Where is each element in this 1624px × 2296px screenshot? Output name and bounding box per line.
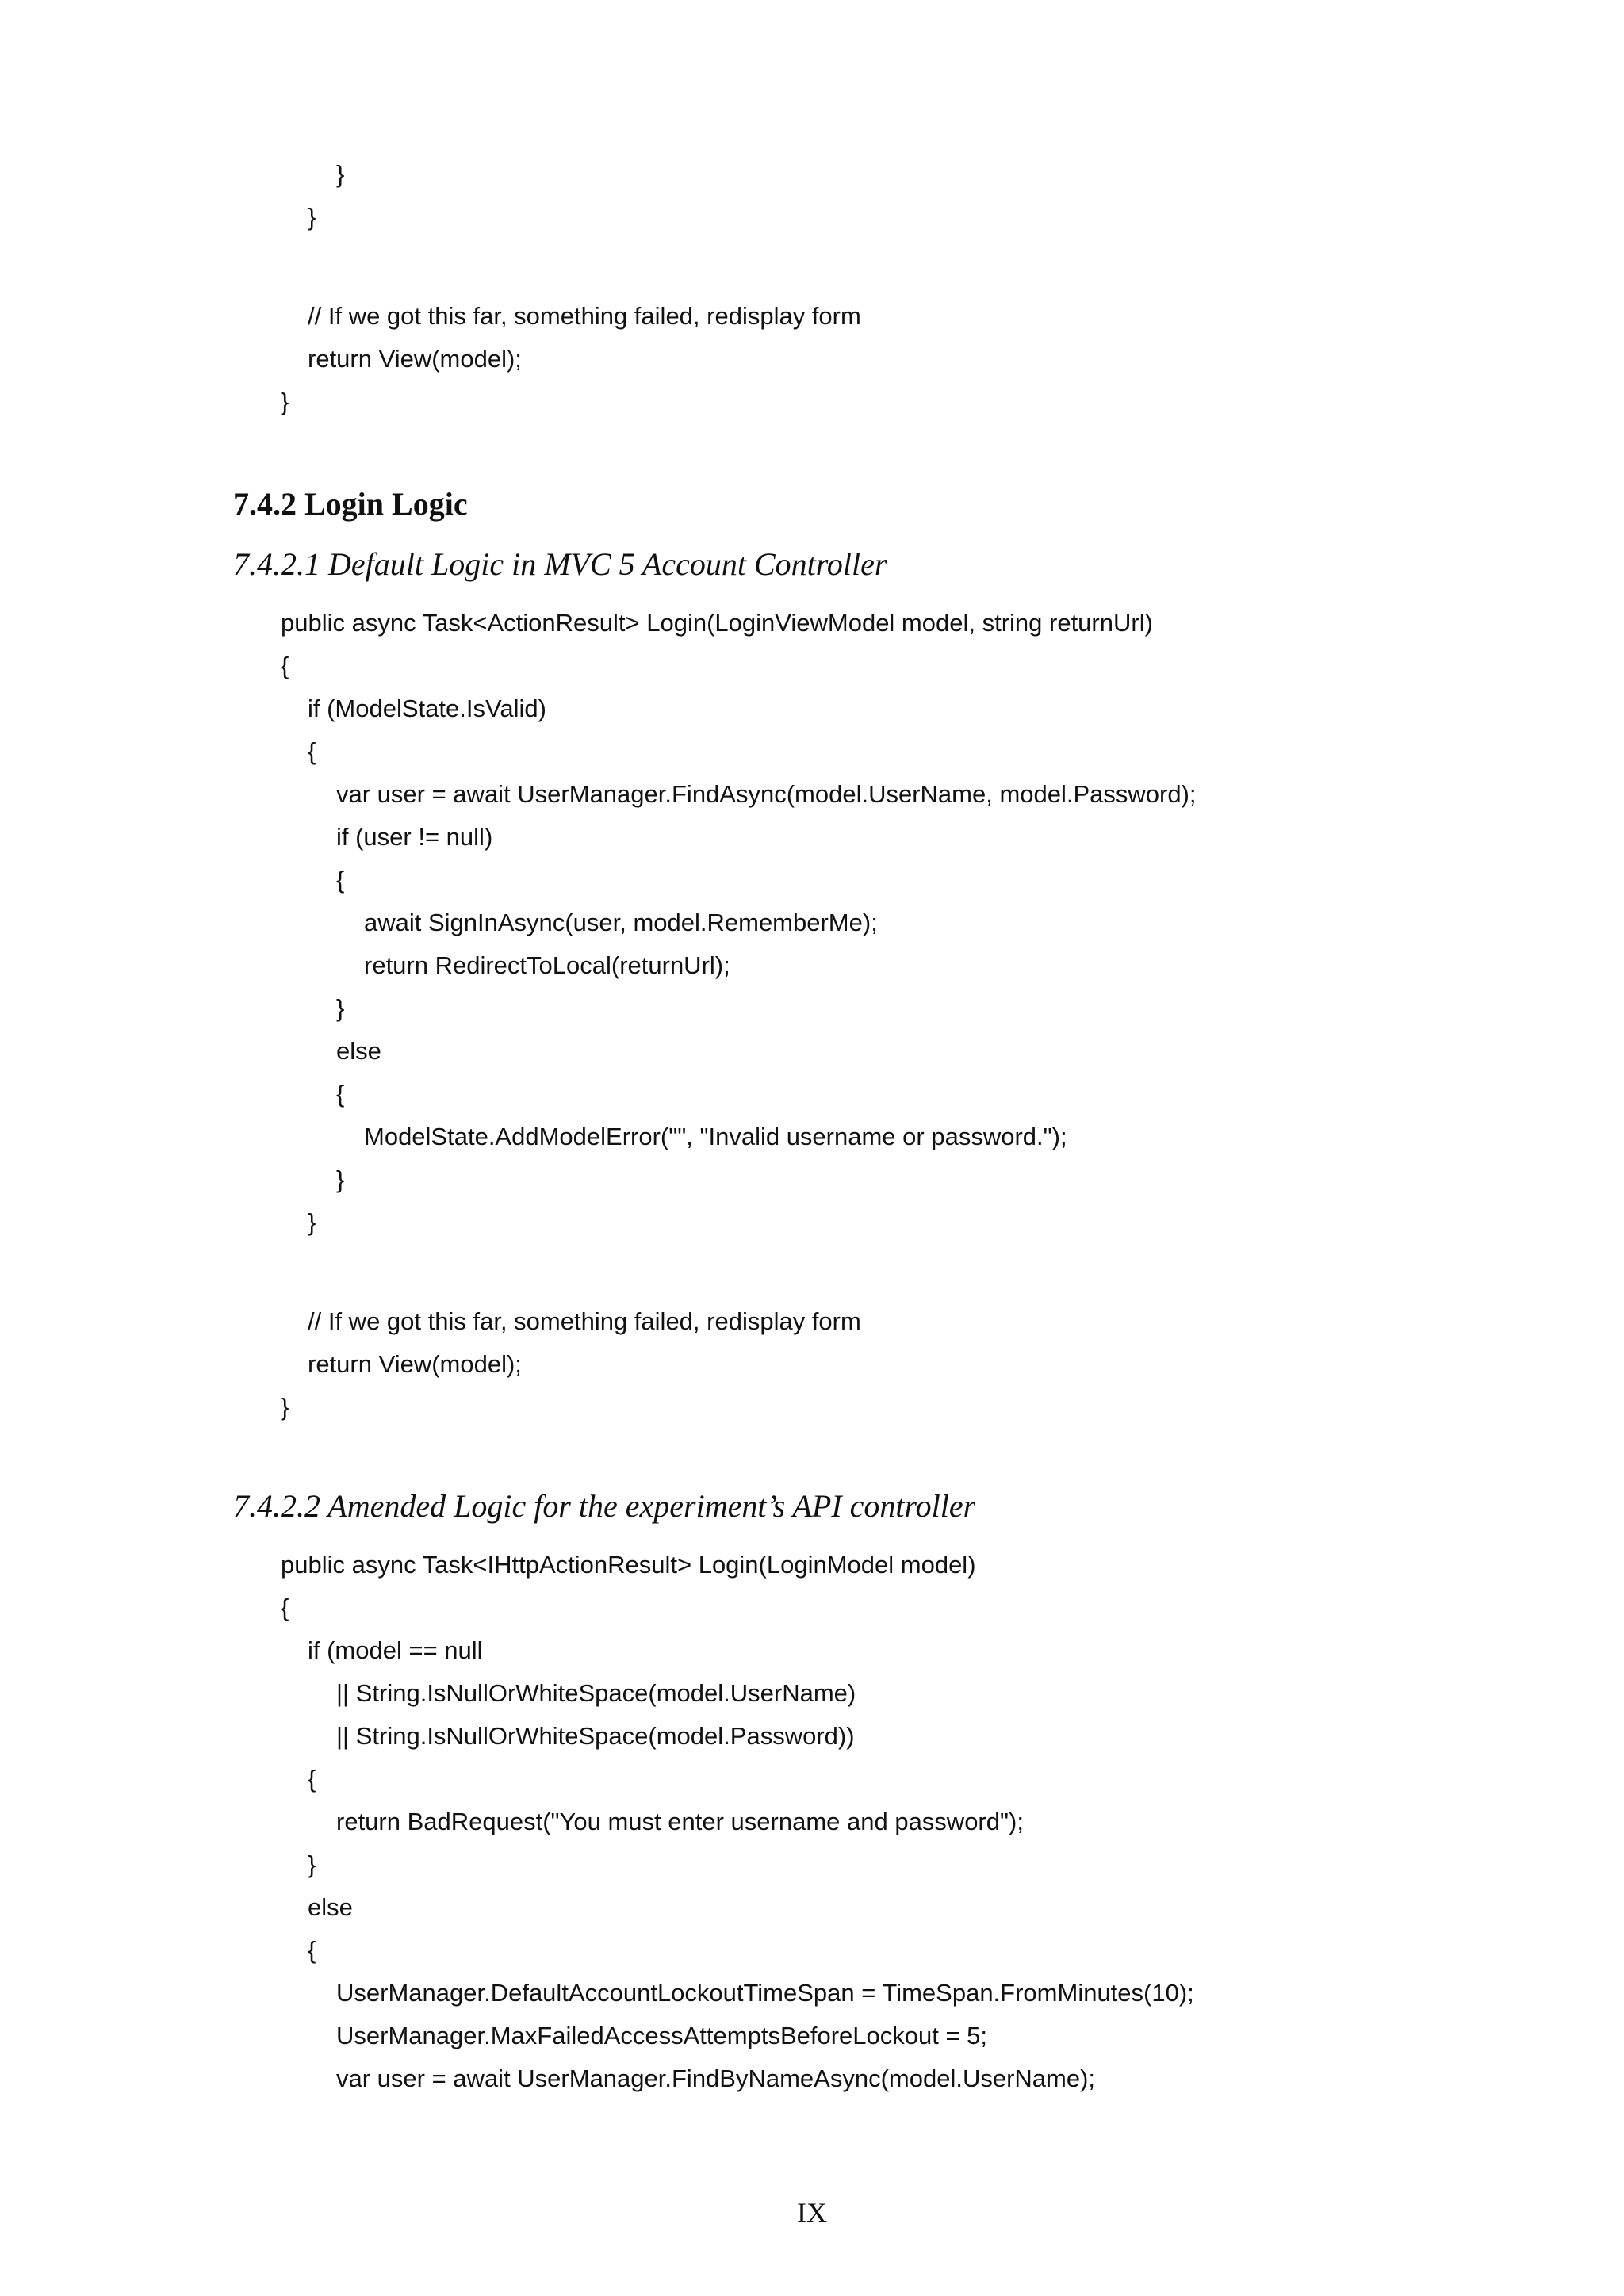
code-line: public async Task<IHttpActionResult> Login(LoginModel model) (281, 1551, 976, 1578)
code-line: public async Task<ActionResult> Login(LoginViewModel model, string returnUrl) (281, 609, 1153, 637)
page-number: IX (797, 2197, 827, 2229)
code-line: } (308, 1850, 316, 1878)
code-line: { (336, 1080, 345, 1108)
code-line: } (336, 994, 345, 1022)
code-line: } (336, 1165, 345, 1193)
code-line: UserManager.DefaultAccountLockoutTimeSpan = TimeSpan.FromMinutes(10); (336, 1979, 1194, 2007)
code-line: await SignInAsync(user, model.RememberMe); (364, 909, 878, 936)
code-line: } (336, 160, 345, 188)
code-line: ModelState.AddModelError("", "Invalid username or password."); (364, 1123, 1067, 1150)
code-line: || String.IsNullOrWhiteSpace(model.Password)) (336, 1722, 855, 1750)
code-line: return View(model); (308, 345, 522, 373)
code-line: else (336, 1037, 381, 1065)
code-line: } (281, 388, 289, 415)
code-line: return RedirectToLocal(returnUrl); (364, 951, 730, 979)
code-line: } (308, 1208, 316, 1236)
code-line: { (308, 1936, 316, 1964)
code-line: { (308, 737, 316, 765)
code-line: return BadRequest("You must enter username and password"); (336, 1808, 1024, 1835)
code-line: { (281, 1594, 289, 1621)
subsection-heading-default-logic: 7.4.2.1 Default Logic in MVC 5 Account Controller (233, 546, 887, 582)
code-line: { (281, 652, 289, 679)
code-line: } (308, 203, 316, 231)
code-line: { (308, 1765, 316, 1793)
code-line: var user = await UserManager.FindAsync(model.UserName, model.Password); (336, 780, 1197, 808)
code-line: var user = await UserManager.FindByNameAsync(model.UserName); (336, 2064, 1096, 2092)
code-line: return View(model); (308, 1350, 522, 1378)
code-line: } (281, 1393, 289, 1421)
code-line: // If we got this far, something failed, redisplay form (308, 1307, 861, 1335)
code-line: else (308, 1893, 353, 1921)
section-heading: 7.4.2 Login Logic (233, 486, 468, 522)
code-line: UserManager.MaxFailedAccessAttemptsBeforeLockout = 5; (336, 2022, 988, 2049)
code-line: // If we got this far, something failed, redisplay form (308, 302, 861, 330)
code-line: { (336, 866, 345, 894)
code-line: if (ModelState.IsValid) (308, 695, 546, 722)
code-line: if (user != null) (336, 823, 493, 851)
code-line: if (model == null (308, 1636, 483, 1664)
subsection-heading-amended-logic: 7.4.2.2 Amended Logic for the experiment’s API controller (233, 1488, 976, 1524)
code-line: || String.IsNullOrWhiteSpace(model.UserName) (336, 1679, 856, 1707)
